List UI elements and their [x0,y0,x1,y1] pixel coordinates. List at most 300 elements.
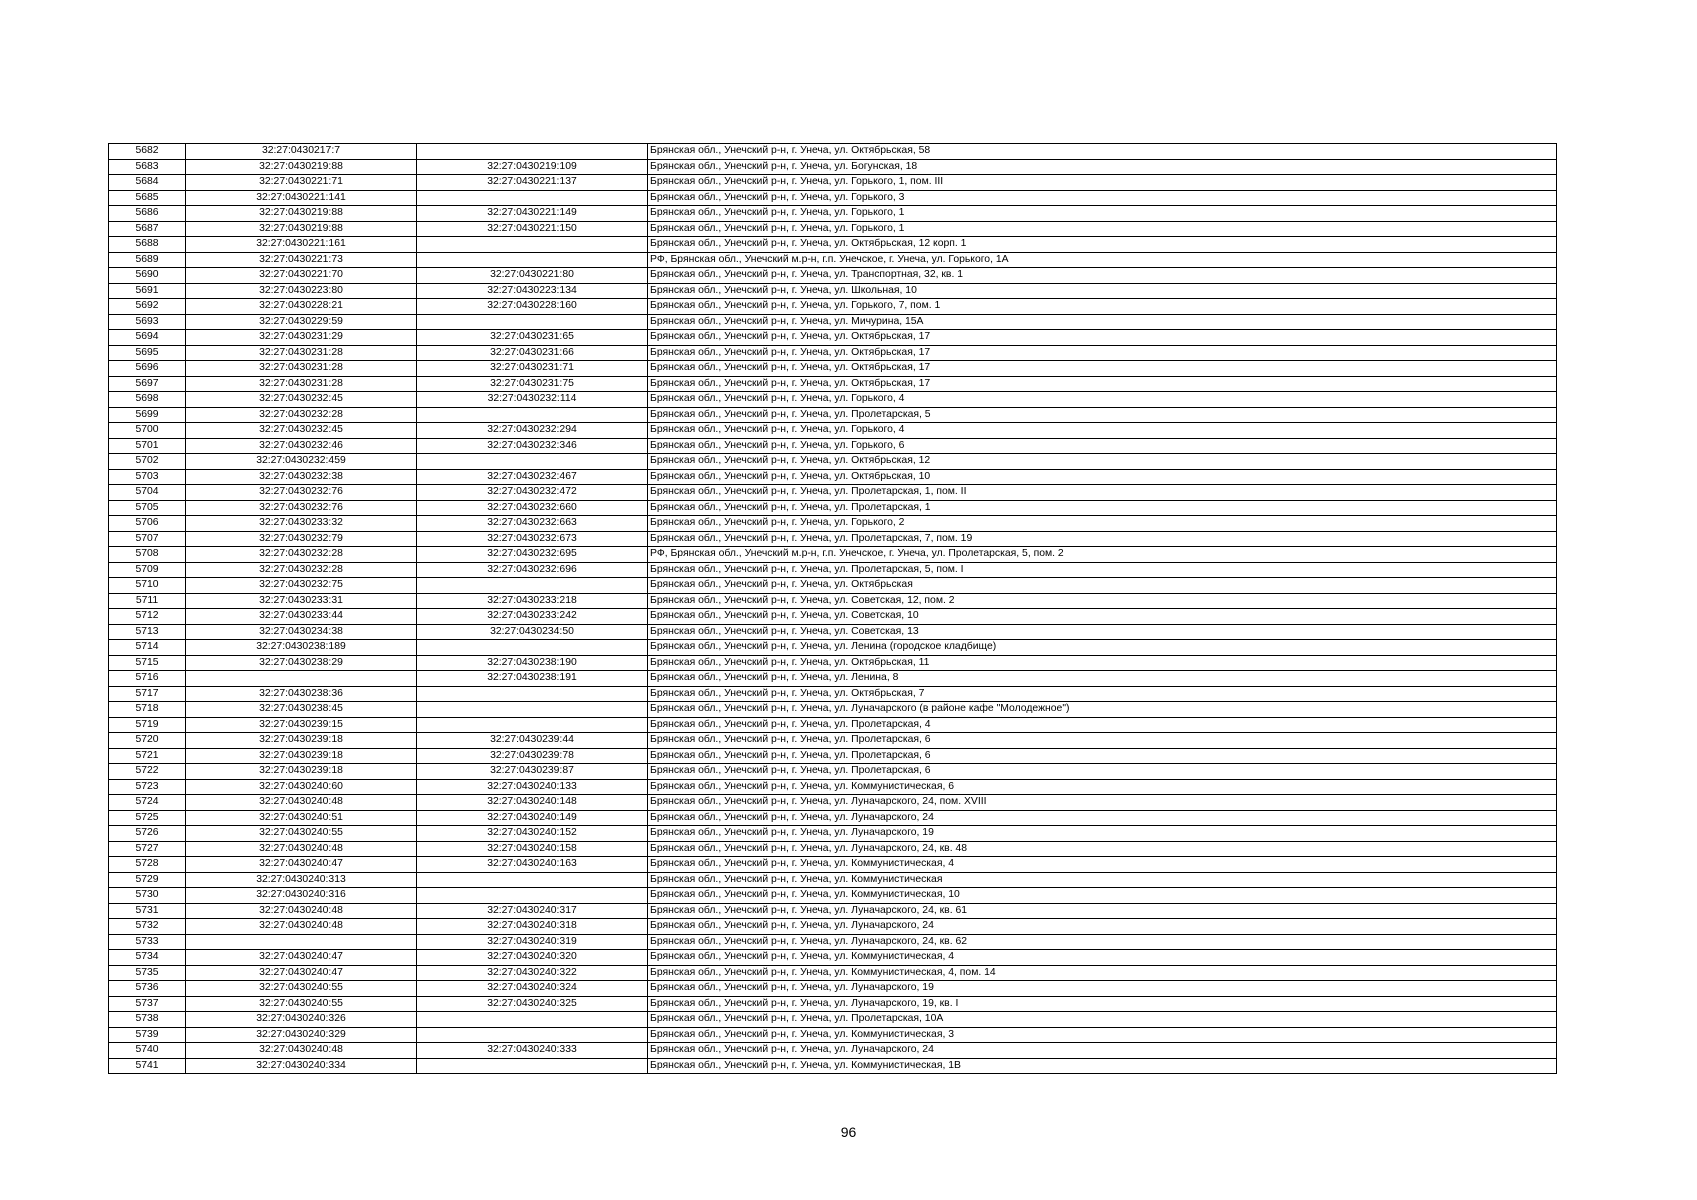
building-number-cell: 32:27:0430239:87 [417,764,648,780]
row-number-cell: 5741 [109,1058,186,1074]
building-number-cell: 32:27:0430232:660 [417,500,648,516]
building-number-cell: 32:27:0430240:319 [417,934,648,950]
table-row [109,779,1557,795]
address-cell: Брянская обл., Унечский р-н, г. Унеча, ул. Пролетарская, 1, пом. II [648,485,1557,501]
cadastral-number-cell: 32:27:0430240:48 [186,919,417,935]
building-number-cell: 32:27:0430232:695 [417,547,648,563]
building-number-cell: 32:27:0430233:242 [417,609,648,625]
address-cell: Брянская обл., Унечский р-н, г. Унеча, ул. Октябрьская, 7 [648,686,1557,702]
address-cell: Брянская обл., Унечский р-н, г. Унеча, ул. Горького, 1, пом. III [648,175,1557,191]
row-number-cell: 5703 [109,469,186,485]
cadastral-number-cell: 32:27:0430221:161 [186,237,417,253]
table-row [109,314,1557,330]
table-row [109,175,1557,191]
address-cell: Брянская обл., Унечский р-н, г. Унеча, ул. Октябрьская, 12 корп. 1 [648,237,1557,253]
building-number-cell: 32:27:0430240:324 [417,981,648,997]
building-number-cell: 32:27:0430232:294 [417,423,648,439]
table-row [109,206,1557,222]
cadastral-number-cell: 32:27:0430231:28 [186,376,417,392]
row-number-cell: 5709 [109,562,186,578]
building-number-cell [417,686,648,702]
cadastral-number-cell: 32:27:0430240:313 [186,872,417,888]
address-cell: Брянская обл., Унечский р-н, г. Унеча, ул. Октябрьская, 17 [648,376,1557,392]
table-row [109,872,1557,888]
cadastral-number-cell: 32:27:0430219:88 [186,159,417,175]
building-number-cell: 32:27:0430240:152 [417,826,648,842]
building-number-cell: 32:27:0430239:78 [417,748,648,764]
table-row [109,1058,1557,1074]
cadastral-number-cell: 32:27:0430232:28 [186,562,417,578]
row-number-cell: 5704 [109,485,186,501]
address-cell: Брянская обл., Унечский р-н, г. Унеча, ул. Советская, 12, пом. 2 [648,593,1557,609]
table-row [109,702,1557,718]
row-number-cell: 5701 [109,438,186,454]
building-number-cell [417,888,648,904]
row-number-cell: 5733 [109,934,186,950]
table-row [109,810,1557,826]
address-cell: Брянская обл., Унечский р-н, г. Унеча, ул. Горького, 1 [648,221,1557,237]
address-cell: Брянская обл., Унечский р-н, г. Унеча, ул. Горького, 1 [648,206,1557,222]
row-number-cell: 5721 [109,748,186,764]
cadastral-number-cell: 32:27:0430232:45 [186,423,417,439]
building-number-cell [417,702,648,718]
cadastral-number-cell: 32:27:0430232:76 [186,485,417,501]
address-cell: Брянская обл., Унечский р-н, г. Унеча, ул. Коммунистическая, 6 [648,779,1557,795]
row-number-cell: 5740 [109,1043,186,1059]
table-row [109,438,1557,454]
table-row [109,531,1557,547]
address-cell: Брянская обл., Унечский р-н, г. Унеча, ул. Горького, 2 [648,516,1557,532]
building-number-cell: 32:27:0430240:158 [417,841,648,857]
building-number-cell: 32:27:0430240:322 [417,965,648,981]
address-cell: Брянская обл., Унечский р-н, г. Унеча, ул. Горького, 4 [648,423,1557,439]
table-row [109,609,1557,625]
building-number-cell: 32:27:0430238:190 [417,655,648,671]
address-cell: Брянская обл., Унечский р-н, г. Унеча, ул. Пролетарская, 1 [648,500,1557,516]
table-row [109,144,1557,160]
address-cell: Брянская обл., Унечский р-н, г. Унеча, ул. Луначарского (в районе кафе "Молодежное") [648,702,1557,718]
table-row [109,655,1557,671]
table-row [109,500,1557,516]
row-number-cell: 5691 [109,283,186,299]
row-number-cell: 5713 [109,624,186,640]
table-row [109,903,1557,919]
building-number-cell: 32:27:0430221:137 [417,175,648,191]
cadastral-number-cell: 32:27:0430238:45 [186,702,417,718]
building-number-cell: 32:27:0430231:66 [417,345,648,361]
address-cell: Брянская обл., Унечский р-н, г. Унеча, ул. Коммунистическая, 4 [648,857,1557,873]
address-cell: Брянская обл., Унечский р-н, г. Унеча, ул. Коммунистическая, 10 [648,888,1557,904]
cadastral-number-cell: 32:27:0430233:44 [186,609,417,625]
cadastral-number-cell: 32:27:0430240:316 [186,888,417,904]
building-number-cell [417,237,648,253]
building-number-cell: 32:27:0430238:191 [417,671,648,687]
row-number-cell: 5717 [109,686,186,702]
address-cell: Брянская обл., Унечский р-н, г. Унеча, ул. Луначарского, 24, кв. 61 [648,903,1557,919]
cadastral-number-cell: 32:27:0430238:36 [186,686,417,702]
building-number-cell [417,1027,648,1043]
cadastral-number-cell: 32:27:0430223:80 [186,283,417,299]
table-row [109,841,1557,857]
building-number-cell: 32:27:0430239:44 [417,733,648,749]
row-number-cell: 5699 [109,407,186,423]
table-row [109,748,1557,764]
cadastral-number-cell: 32:27:0430239:18 [186,733,417,749]
address-cell: Брянская обл., Унечский р-н, г. Унеча, ул. Горького, 7, пом. 1 [648,299,1557,315]
building-number-cell: 32:27:0430240:325 [417,996,648,1012]
address-cell: Брянская обл., Унечский р-н, г. Унеча, ул. Луначарского, 24, кв. 48 [648,841,1557,857]
table-row [109,376,1557,392]
cadastral-number-cell: 32:27:0430231:29 [186,330,417,346]
row-number-cell: 5685 [109,190,186,206]
building-number-cell [417,407,648,423]
row-number-cell: 5702 [109,454,186,470]
table-row [109,640,1557,656]
table-row [109,1043,1557,1059]
row-number-cell: 5726 [109,826,186,842]
address-cell: Брянская обл., Унечский р-н, г. Унеча, ул. Горького, 4 [648,392,1557,408]
row-number-cell: 5694 [109,330,186,346]
table-row [109,857,1557,873]
table-body [109,144,1557,1074]
building-number-cell: 32:27:0430240:318 [417,919,648,935]
table-row [109,516,1557,532]
cadastral-number-cell: 32:27:0430231:28 [186,361,417,377]
row-number-cell: 5684 [109,175,186,191]
cadastral-number-cell: 32:27:0430219:88 [186,221,417,237]
building-number-cell: 32:27:0430232:114 [417,392,648,408]
table-row [109,252,1557,268]
row-number-cell: 5734 [109,950,186,966]
page-number: 96 [840,1124,857,1140]
row-number-cell: 5735 [109,965,186,981]
row-number-cell: 5723 [109,779,186,795]
address-cell: Брянская обл., Унечский р-н, г. Унеча, ул. Луначарского, 19, кв. I [648,996,1557,1012]
cadastral-number-cell: 32:27:0430240:55 [186,981,417,997]
address-cell: Брянская обл., Унечский р-н, г. Унеча, ул. Пролетарская, 6 [648,733,1557,749]
building-number-cell: 32:27:0430232:696 [417,562,648,578]
table-row [109,159,1557,175]
row-number-cell: 5683 [109,159,186,175]
row-number-cell: 5714 [109,640,186,656]
table-row [109,190,1557,206]
address-cell: Брянская обл., Унечский р-н, г. Унеча, ул. Пролетарская, 6 [648,764,1557,780]
building-number-cell [417,640,648,656]
address-cell: Брянская обл., Унечский р-н, г. Унеча, ул. Ленина (городское кладбище) [648,640,1557,656]
table-row [109,423,1557,439]
building-number-cell [417,1058,648,1074]
table-row [109,965,1557,981]
cadastral-number-cell: 32:27:0430232:38 [186,469,417,485]
cadastral-number-cell: 32:27:0430221:141 [186,190,417,206]
cadastral-number-cell: 32:27:0430232:45 [186,392,417,408]
cadastral-number-cell: 32:27:0430238:29 [186,655,417,671]
cadastral-number-cell: 32:27:0430240:47 [186,965,417,981]
address-cell: Брянская обл., Унечский р-н, г. Унеча, ул. Октябрьская, 12 [648,454,1557,470]
table-row [109,671,1557,687]
table-row [109,919,1557,935]
row-number-cell: 5728 [109,857,186,873]
table-row [109,981,1557,997]
row-number-cell: 5706 [109,516,186,532]
row-number-cell: 5738 [109,1012,186,1028]
cadastral-number-cell: 32:27:0430240:48 [186,1043,417,1059]
cadastral-number-cell: 32:27:0430232:79 [186,531,417,547]
address-cell: Брянская обл., Унечский р-н, г. Унеча, ул. Горького, 6 [648,438,1557,454]
building-number-cell: 32:27:0430234:50 [417,624,648,640]
address-cell: Брянская обл., Унечский р-н, г. Унеча, ул. Октябрьская, 17 [648,345,1557,361]
row-number-cell: 5707 [109,531,186,547]
cadastral-number-cell: 32:27:0430232:28 [186,407,417,423]
row-number-cell: 5695 [109,345,186,361]
cadastral-number-cell: 32:27:0430232:459 [186,454,417,470]
address-cell: Брянская обл., Унечский р-н, г. Унеча, ул. Октябрьская [648,578,1557,594]
row-number-cell: 5692 [109,299,186,315]
table-row [109,593,1557,609]
address-cell: Брянская обл., Унечский р-н, г. Унеча, ул. Октябрьская, 10 [648,469,1557,485]
row-number-cell: 5736 [109,981,186,997]
cadastral-number-cell: 32:27:0430231:28 [186,345,417,361]
row-number-cell: 5722 [109,764,186,780]
table-row [109,764,1557,780]
table-row [109,268,1557,284]
row-number-cell: 5712 [109,609,186,625]
address-cell: Брянская обл., Унечский р-н, г. Унеча, ул. Ленина, 8 [648,671,1557,687]
cadastral-number-cell: 32:27:0430240:329 [186,1027,417,1043]
row-number-cell: 5697 [109,376,186,392]
building-number-cell: 32:27:0430240:148 [417,795,648,811]
cadastral-table [108,143,1557,1074]
address-cell: Брянская обл., Унечский р-н, г. Унеча, ул. Луначарского, 19 [648,981,1557,997]
building-number-cell: 32:27:0430232:346 [417,438,648,454]
address-cell: Брянская обл., Унечский р-н, г. Унеча, ул. Пролетарская, 5 [648,407,1557,423]
address-cell: Брянская обл., Унечский р-н, г. Унеча, ул. Советская, 10 [648,609,1557,625]
cadastral-number-cell: 32:27:0430240:48 [186,903,417,919]
table-row [109,454,1557,470]
building-number-cell: 32:27:0430232:673 [417,531,648,547]
row-number-cell: 5716 [109,671,186,687]
address-cell: Брянская обл., Унечский р-н, г. Унеча, ул. Октябрьская, 58 [648,144,1557,160]
row-number-cell: 5700 [109,423,186,439]
row-number-cell: 5731 [109,903,186,919]
cadastral-number-cell: 32:27:0430217:7 [186,144,417,160]
address-cell: Брянская обл., Унечский р-н, г. Унеча, ул. Коммунистическая, 4 [648,950,1557,966]
cadastral-number-cell: 32:27:0430240:47 [186,950,417,966]
cadastral-number-cell: 32:27:0430221:73 [186,252,417,268]
row-number-cell: 5690 [109,268,186,284]
address-cell: Брянская обл., Унечский р-н, г. Унеча, ул. Пролетарская, 10А [648,1012,1557,1028]
building-number-cell [417,454,648,470]
cadastral-number-cell: 32:27:0430240:47 [186,857,417,873]
row-number-cell: 5686 [109,206,186,222]
cadastral-number-cell: 32:27:0430239:15 [186,717,417,733]
cadastral-number-cell: 32:27:0430239:18 [186,764,417,780]
building-number-cell: 32:27:0430233:218 [417,593,648,609]
table-row [109,361,1557,377]
address-cell: Брянская обл., Унечский р-н, г. Унеча, ул. Луначарского, 24, пом. XVIII [648,795,1557,811]
cadastral-number-cell: 32:27:0430232:28 [186,547,417,563]
cadastral-number-cell: 32:27:0430232:76 [186,500,417,516]
cadastral-number-cell [186,934,417,950]
cadastral-number-cell [186,671,417,687]
cadastral-number-cell: 32:27:0430232:46 [186,438,417,454]
building-number-cell [417,872,648,888]
cadastral-number-cell: 32:27:0430219:88 [186,206,417,222]
table-row [109,469,1557,485]
cadastral-number-cell: 32:27:0430234:38 [186,624,417,640]
cadastral-number-cell: 32:27:0430240:55 [186,826,417,842]
building-number-cell [417,144,648,160]
address-cell: Брянская обл., Унечский р-н, г. Унеча, ул. Школьная, 10 [648,283,1557,299]
building-number-cell [417,314,648,330]
cadastral-number-cell: 32:27:0430238:189 [186,640,417,656]
building-number-cell: 32:27:0430231:71 [417,361,648,377]
cadastral-number-cell: 32:27:0430229:59 [186,314,417,330]
address-cell: Брянская обл., Унечский р-н, г. Унеча, ул. Луначарского, 24 [648,810,1557,826]
cadastral-number-cell: 32:27:0430240:48 [186,795,417,811]
table-row [109,950,1557,966]
cadastral-number-cell: 32:27:0430240:55 [186,996,417,1012]
address-cell: Брянская обл., Унечский р-н, г. Унеча, ул. Коммунистическая [648,872,1557,888]
cadastral-number-cell: 32:27:0430240:60 [186,779,417,795]
building-number-cell: 32:27:0430221:80 [417,268,648,284]
cadastral-number-cell: 32:27:0430239:18 [186,748,417,764]
building-number-cell: 32:27:0430240:333 [417,1043,648,1059]
row-number-cell: 5711 [109,593,186,609]
row-number-cell: 5719 [109,717,186,733]
address-cell: Брянская обл., Унечский р-н, г. Унеча, ул. Пролетарская, 6 [648,748,1557,764]
building-number-cell: 32:27:0430232:472 [417,485,648,501]
table-row [109,1012,1557,1028]
building-number-cell [417,1012,648,1028]
address-cell: Брянская обл., Унечский р-н, г. Унеча, ул. Коммунистическая, 1В [648,1058,1557,1074]
building-number-cell: 32:27:0430232:467 [417,469,648,485]
row-number-cell: 5730 [109,888,186,904]
address-cell: Брянская обл., Унечский р-н, г. Унеча, ул. Пролетарская, 4 [648,717,1557,733]
row-number-cell: 5729 [109,872,186,888]
address-cell: Брянская обл., Унечский р-н, г. Унеча, ул. Октябрьская, 17 [648,330,1557,346]
address-cell: Брянская обл., Унечский р-н, г. Унеча, ул. Луначарского, 19 [648,826,1557,842]
table-row [109,407,1557,423]
table-row [109,392,1557,408]
cadastral-number-cell: 32:27:0430240:326 [186,1012,417,1028]
row-number-cell: 5732 [109,919,186,935]
address-cell: Брянская обл., Унечский р-н, г. Унеча, ул. Богунская, 18 [648,159,1557,175]
row-number-cell: 5715 [109,655,186,671]
row-number-cell: 5696 [109,361,186,377]
address-cell: Брянская обл., Унечский р-н, г. Унеча, ул. Луначарского, 24 [648,1043,1557,1059]
cadastral-number-cell: 32:27:0430240:48 [186,841,417,857]
cadastral-number-cell: 32:27:0430221:70 [186,268,417,284]
row-number-cell: 5698 [109,392,186,408]
row-number-cell: 5708 [109,547,186,563]
row-number-cell: 5689 [109,252,186,268]
table-row [109,547,1557,563]
table-row [109,733,1557,749]
table-row [109,485,1557,501]
table-row [109,237,1557,253]
address-cell: Брянская обл., Унечский р-н, г. Унеча, ул. Октябрьская, 17 [648,361,1557,377]
table-row [109,826,1557,842]
building-number-cell [417,252,648,268]
row-number-cell: 5739 [109,1027,186,1043]
cadastral-number-cell: 32:27:0430233:32 [186,516,417,532]
table-row [109,1027,1557,1043]
table-row [109,795,1557,811]
row-number-cell: 5725 [109,810,186,826]
cadastral-number-cell: 32:27:0430240:51 [186,810,417,826]
row-number-cell: 5710 [109,578,186,594]
table-row [109,717,1557,733]
building-number-cell: 32:27:0430232:663 [417,516,648,532]
cadastral-number-cell: 32:27:0430221:71 [186,175,417,191]
row-number-cell: 5720 [109,733,186,749]
cadastral-number-cell: 32:27:0430240:334 [186,1058,417,1074]
cadastral-number-cell: 32:27:0430232:75 [186,578,417,594]
address-cell: Брянская обл., Унечский р-н, г. Унеча, ул. Мичурина, 15А [648,314,1557,330]
table-row [109,283,1557,299]
row-number-cell: 5682 [109,144,186,160]
building-number-cell: 32:27:0430221:150 [417,221,648,237]
address-cell: РФ, Брянская обл., Унечский м.р-н, г.п. Унечское, г. Унеча, ул. Пролетарская, 5, пом. 2 [648,547,1557,563]
building-number-cell [417,717,648,733]
building-number-cell: 32:27:0430231:75 [417,376,648,392]
row-number-cell: 5688 [109,237,186,253]
address-cell: Брянская обл., Унечский р-н, г. Унеча, ул. Октябрьская, 11 [648,655,1557,671]
building-number-cell [417,190,648,206]
address-cell: Брянская обл., Унечский р-н, г. Унеча, ул. Пролетарская, 5, пом. I [648,562,1557,578]
address-cell: Брянская обл., Унечский р-н, г. Унеча, ул. Луначарского, 24 [648,919,1557,935]
row-number-cell: 5693 [109,314,186,330]
row-number-cell: 5737 [109,996,186,1012]
address-cell: Брянская обл., Унечский р-н, г. Унеча, ул. Горького, 3 [648,190,1557,206]
building-number-cell: 32:27:0430219:109 [417,159,648,175]
cadastral-number-cell: 32:27:0430228:21 [186,299,417,315]
table-row [109,578,1557,594]
row-number-cell: 5724 [109,795,186,811]
building-number-cell: 32:27:0430223:134 [417,283,648,299]
table-row [109,686,1557,702]
cadastral-number-cell: 32:27:0430233:31 [186,593,417,609]
address-cell: Брянская обл., Унечский р-н, г. Унеча, ул. Коммунистическая, 3 [648,1027,1557,1043]
table-row [109,624,1557,640]
table-row [109,996,1557,1012]
address-cell: Брянская обл., Унечский р-н, г. Унеча, ул. Транспортная, 32, кв. 1 [648,268,1557,284]
address-cell: Брянская обл., Унечский р-н, г. Унеча, ул. Луначарского, 24, кв. 62 [648,934,1557,950]
address-cell: Брянская обл., Унечский р-н, г. Унеча, ул. Пролетарская, 7, пом. 19 [648,531,1557,547]
building-number-cell: 32:27:0430240:320 [417,950,648,966]
address-cell: Брянская обл., Унечский р-н, г. Унеча, ул. Советская, 13 [648,624,1557,640]
building-number-cell: 32:27:0430240:133 [417,779,648,795]
address-cell: РФ, Брянская обл., Унечский м.р-н, г.п. Унечское, г. Унеча, ул. Горького, 1А [648,252,1557,268]
table-row [109,934,1557,950]
row-number-cell: 5705 [109,500,186,516]
row-number-cell: 5687 [109,221,186,237]
table-row [109,330,1557,346]
row-number-cell: 5727 [109,841,186,857]
building-number-cell: 32:27:0430228:160 [417,299,648,315]
table-row [109,221,1557,237]
building-number-cell: 32:27:0430240:317 [417,903,648,919]
building-number-cell: 32:27:0430221:149 [417,206,648,222]
building-number-cell: 32:27:0430240:149 [417,810,648,826]
building-number-cell [417,578,648,594]
table-row [109,888,1557,904]
table-row [109,299,1557,315]
table-row [109,562,1557,578]
table-row [109,345,1557,361]
row-number-cell: 5718 [109,702,186,718]
